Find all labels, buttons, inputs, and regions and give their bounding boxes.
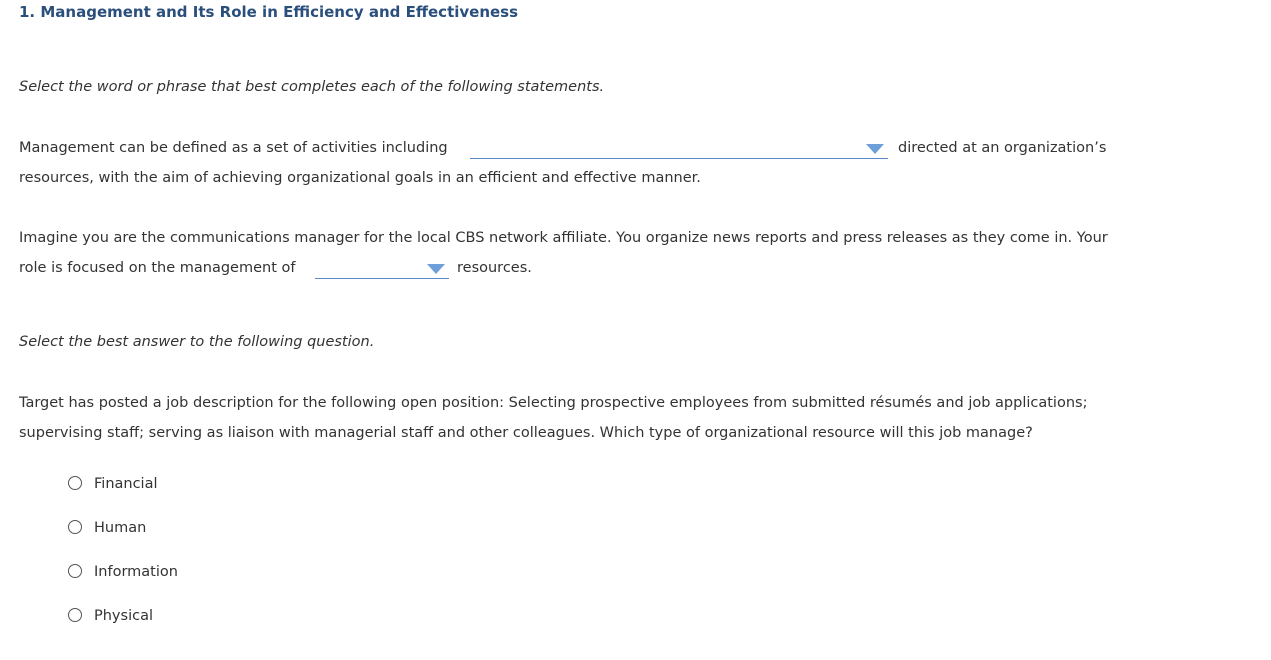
statement-2-text-after: resources. xyxy=(457,260,532,276)
option-information[interactable] xyxy=(68,562,178,606)
question-text-line2: supervising staff; serving as liaison with managerial staff and other colleagues. Which type of organizational resource will this job manage? xyxy=(19,425,1033,441)
statement-2 xyxy=(19,223,1259,283)
statement-1 xyxy=(19,133,1259,193)
radio-button[interactable] xyxy=(68,520,82,534)
question-text-line1: Target has posted a job description for the following open position: Selecting prospective employees from submitted résumés and job applications; xyxy=(19,395,1088,411)
chevron-down-icon xyxy=(427,264,445,274)
option-label: Information xyxy=(94,564,178,580)
option-physical[interactable] xyxy=(68,606,178,650)
statement-1-text-after: directed at an organization’s xyxy=(898,140,1107,156)
page-title: 1. Management and Its Role in Efficiency and Effectiveness xyxy=(19,3,519,21)
radio-button[interactable] xyxy=(68,476,82,490)
section-instruction-statements: Select the word or phrase that best completes each of the following statements. xyxy=(19,79,605,95)
option-financial[interactable] xyxy=(68,474,178,518)
statement-1-text-before: Management can be defined as a set of activities including xyxy=(19,140,448,156)
option-label: Physical xyxy=(94,608,153,624)
statement-1-text-line2: resources, with the aim of achieving organizational goals in an efficient and effective manner. xyxy=(19,170,701,186)
statement-2-text-before: role is focused on the management of xyxy=(19,260,296,276)
option-label: Financial xyxy=(94,476,158,492)
option-human[interactable] xyxy=(68,518,178,562)
option-label: Human xyxy=(94,520,147,536)
section-instruction-question: Select the best answer to the following question. xyxy=(19,334,375,350)
resource-type-dropdown[interactable] xyxy=(315,256,449,279)
radio-button[interactable] xyxy=(68,608,82,622)
statement-2-text-line1: Imagine you are the communications manager for the local CBS network affiliate. You organize news reports and press releases as they come in. Your xyxy=(19,230,1108,246)
question-text xyxy=(19,388,1259,448)
chevron-down-icon xyxy=(866,144,884,154)
activities-dropdown[interactable] xyxy=(470,136,888,159)
answer-options xyxy=(68,474,178,650)
radio-button[interactable] xyxy=(68,564,82,578)
